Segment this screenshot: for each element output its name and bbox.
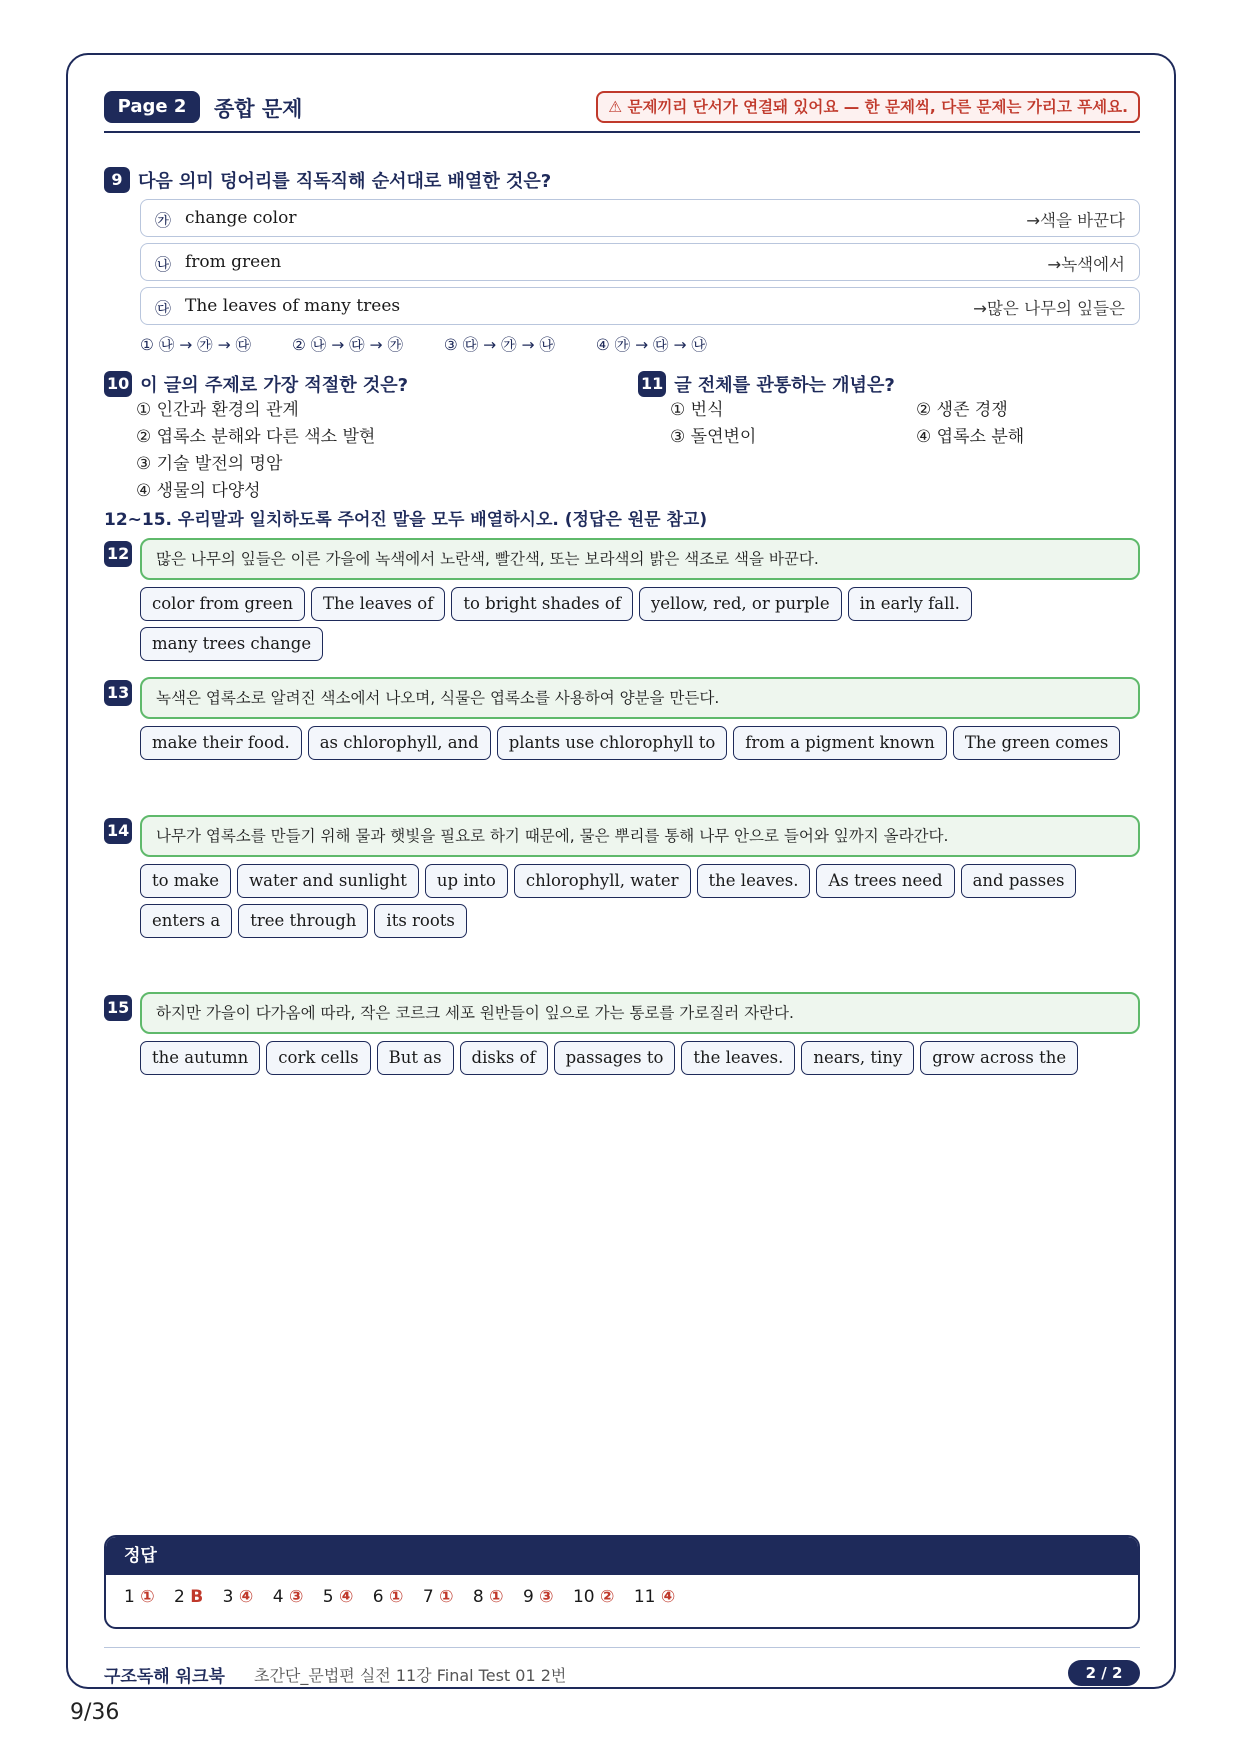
word-tile[interactable]: the leaves.: [697, 864, 811, 898]
word-tile[interactable]: its roots: [374, 904, 466, 938]
answer-number: 7: [422, 1587, 434, 1607]
answer-number: 9: [522, 1587, 534, 1607]
question-number: 12: [104, 541, 132, 567]
chunk-mark: ㉰: [155, 299, 172, 318]
word-tile[interactable]: up into: [425, 864, 508, 898]
option-1[interactable]: ① 인간과 환경의 관계: [136, 400, 299, 420]
question-number: 10: [104, 371, 132, 397]
section-heading: 12~15. 우리말과 일치하도록 주어진 말을 모두 배열하시오. (정답은 원문 참고): [104, 510, 708, 530]
document-page-count: 9/36: [70, 1700, 120, 1725]
chunk-korean: →색을 바꾼다: [1026, 211, 1125, 230]
page-label: Page 2: [104, 91, 200, 123]
answer-item: [573, 1587, 614, 1607]
word-tile[interactable]: As trees need: [816, 864, 954, 898]
answer-value: ①: [140, 1587, 155, 1607]
korean-sentence-box: 나무가 엽록소를 만들기 위해 물과 햇빛을 필요로 하기 때문에, 물은 뿌리를 통해 나무 안으로 들어와 잎까지 올라간다.: [140, 815, 1140, 857]
chunk-english: from green: [185, 252, 282, 272]
answer-number: 2: [174, 1587, 185, 1607]
answer-key: [104, 1535, 1140, 1629]
word-tile[interactable]: from a pigment known: [733, 726, 947, 760]
question-11-options-left: [670, 397, 916, 451]
question-text: 다음 의미 덩어리를 직독직해 순서대로 배열한 것은?: [138, 171, 552, 192]
answer-item: [223, 1587, 254, 1607]
answer-list: [106, 1575, 1138, 1619]
question-number: 11: [638, 371, 666, 397]
question-text: 이 글의 주제로 가장 적절한 것은?: [140, 375, 409, 396]
word-tile[interactable]: grow across the: [920, 1041, 1078, 1075]
option-1[interactable]: ① ㉯ → ㉮ → ㉰: [140, 336, 252, 354]
answer-item: [323, 1587, 354, 1607]
word-tiles: [140, 864, 1140, 938]
answer-number: 11: [633, 1587, 656, 1607]
answer-item: [523, 1587, 554, 1607]
answer-item: [124, 1587, 155, 1607]
option-2[interactable]: ② 생존 경쟁: [916, 400, 1008, 420]
chunk-row: [140, 287, 1140, 325]
question-9-heading: [104, 167, 551, 193]
korean-sentence-box: 하지만 가을이 다가옴에 따라, 작은 코르크 세포 원반들이 잎으로 가는 통로를 가로질러 자란다.: [140, 992, 1140, 1034]
answer-value: ③: [539, 1587, 554, 1607]
answer-number: 1: [124, 1587, 135, 1607]
option-3[interactable]: ③ 돌연변이: [670, 427, 757, 447]
question-number: 13: [104, 680, 132, 706]
word-tiles: [140, 726, 1140, 760]
worksheet-page: [66, 53, 1176, 1689]
word-tile[interactable]: many trees change: [140, 627, 323, 661]
answer-number: 10: [572, 1587, 595, 1607]
korean-sentence-box: 많은 나무의 잎들은 이른 가을에 녹색에서 노란색, 빨간색, 또는 보라색의 밝은 색조로 색을 바꾼다.: [140, 538, 1140, 580]
option-4[interactable]: ④ 생물의 다양성: [136, 481, 261, 501]
answer-item: [373, 1587, 404, 1607]
word-tile[interactable]: the leaves.: [681, 1041, 795, 1075]
word-tile[interactable]: But as: [377, 1041, 454, 1075]
word-tile[interactable]: The green comes: [953, 726, 1121, 760]
answer-value: ④: [660, 1587, 676, 1607]
word-tile[interactable]: to bright shades of: [451, 587, 633, 621]
option-4[interactable]: ④ ㉮ → ㉰ → ㉯: [595, 336, 707, 354]
chunk-row: [140, 199, 1140, 237]
word-tile[interactable]: tree through: [238, 904, 368, 938]
footer-subtitle: 초간단_문법편 실전 11강 Final Test 01 2번: [254, 1666, 567, 1685]
word-tile[interactable]: The leaves of: [311, 587, 445, 621]
answer-key-title: 정답: [106, 1537, 1138, 1575]
question-text: 글 전체를 관통하는 개념은?: [674, 375, 895, 396]
chunk-english: change color: [185, 208, 297, 228]
word-tile[interactable]: disks of: [460, 1041, 548, 1075]
page-header: [104, 91, 1140, 133]
word-tile[interactable]: yellow, red, or purple: [639, 587, 842, 621]
question-number: 14: [104, 818, 132, 844]
question-10-options: [136, 397, 375, 505]
chunk-mark: ㉯: [155, 255, 172, 274]
question-11-heading: [638, 371, 895, 397]
word-tile[interactable]: to make: [140, 864, 231, 898]
answer-number: 5: [322, 1587, 334, 1607]
answer-item: [423, 1587, 454, 1607]
warning-banner: ⚠ 문제끼리 단서가 연결돼 있어요 — 한 문제씩, 다른 문제는 가리고 푸세요.: [596, 91, 1140, 123]
answer-value: ①: [489, 1587, 504, 1607]
word-tiles: [140, 1041, 1140, 1075]
page-title: 종합 문제: [214, 97, 303, 121]
worksheet-content: [104, 91, 1140, 1687]
answer-value: ①: [389, 1587, 404, 1607]
answer-item: [473, 1587, 504, 1607]
page-footer: [104, 1647, 1140, 1687]
option-3[interactable]: ③ 기술 발전의 명암: [136, 454, 283, 474]
answer-value: ④: [338, 1587, 354, 1607]
answer-value: B: [190, 1587, 204, 1607]
word-tile[interactable]: cork cells: [266, 1041, 370, 1075]
word-tile[interactable]: plants use chlorophyll to: [497, 726, 728, 760]
answer-item: [174, 1587, 203, 1607]
option-2[interactable]: ② ㉯ → ㉰ → ㉮: [291, 336, 403, 354]
word-tile[interactable]: and passes: [961, 864, 1077, 898]
word-tile[interactable]: color from green: [140, 587, 305, 621]
word-tile[interactable]: enters a: [140, 904, 232, 938]
chunk-row: [140, 243, 1140, 281]
option-3[interactable]: ③ ㉰ → ㉮ → ㉯: [443, 336, 555, 354]
answer-number: 4: [272, 1587, 284, 1607]
answer-item: [273, 1587, 304, 1607]
question-11-options-right: [916, 397, 1136, 451]
question-9-options: [140, 333, 743, 355]
chunk-korean: →녹색에서: [1047, 255, 1125, 274]
option-2[interactable]: ② 엽록소 분해와 다른 색소 발현: [136, 427, 376, 447]
word-tiles: [140, 587, 1140, 661]
answer-value: ①: [439, 1587, 454, 1607]
answer-value: ④: [238, 1587, 254, 1607]
word-tile[interactable]: passages to: [554, 1041, 676, 1075]
footer-page-number: 2 / 2: [1068, 1660, 1140, 1686]
answer-item: [634, 1587, 675, 1607]
word-tile[interactable]: as chlorophyll, and: [308, 726, 491, 760]
answer-value: ②: [600, 1587, 615, 1607]
word-tile[interactable]: chlorophyll, water: [514, 864, 691, 898]
chunk-korean: →많은 나무의 잎들은: [973, 299, 1125, 318]
word-tile[interactable]: in early fall.: [848, 587, 972, 621]
chunk-english: The leaves of many trees: [185, 296, 401, 316]
answer-number: 6: [372, 1587, 384, 1607]
answer-number: 3: [222, 1587, 234, 1607]
word-tile[interactable]: make their food.: [140, 726, 302, 760]
korean-sentence-box: 녹색은 엽록소로 알려진 색소에서 나오며, 식물은 엽록소를 사용하여 양분을 만든다.: [140, 677, 1140, 719]
question-number: 9: [104, 167, 130, 193]
word-tile[interactable]: water and sunlight: [237, 864, 419, 898]
option-4[interactable]: ④ 엽록소 분해: [916, 427, 1025, 447]
answer-value: ③: [288, 1587, 304, 1607]
question-10-heading: [104, 371, 408, 397]
footer-brand: 구조독해 워크북: [104, 1667, 225, 1687]
answer-number: 8: [472, 1587, 484, 1607]
word-tile[interactable]: nears, tiny: [801, 1041, 914, 1075]
option-1[interactable]: ① 번식: [670, 400, 724, 420]
chunk-mark: ㉮: [155, 211, 172, 230]
question-number: 15: [104, 995, 132, 1021]
word-tile[interactable]: the autumn: [140, 1041, 260, 1075]
